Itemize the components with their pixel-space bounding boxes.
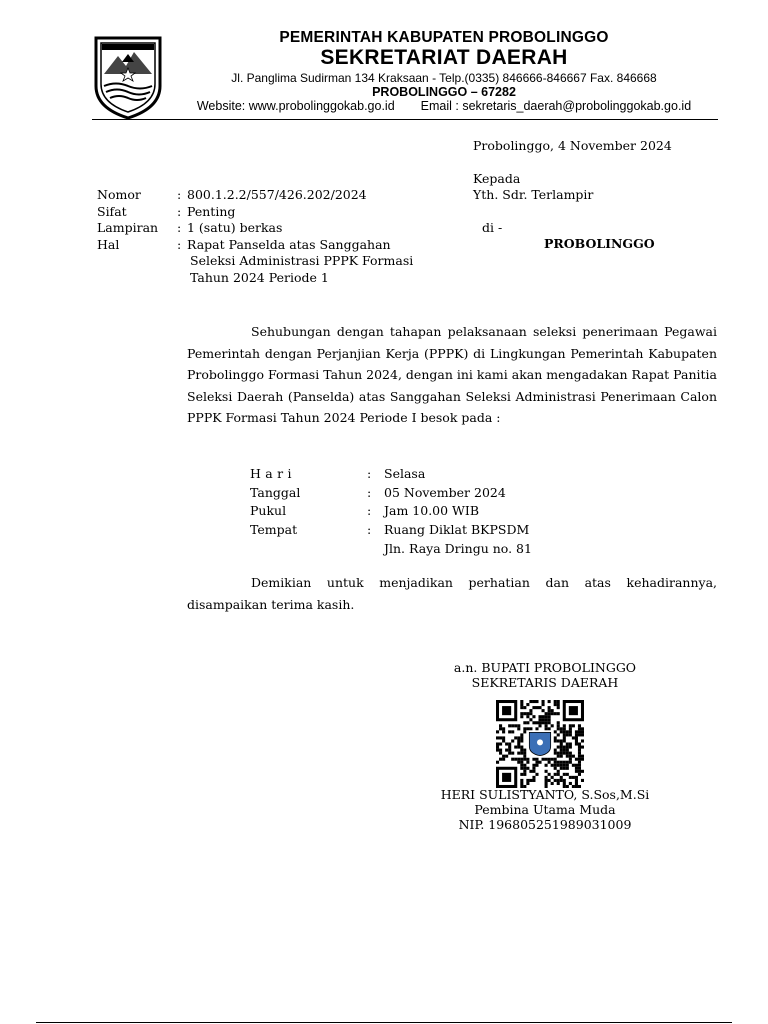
tempat-value-line1: Ruang Diklat BKPSDM [384, 522, 530, 537]
recipient-name: Yth. Sdr. Terlampir [473, 187, 594, 202]
closing-text: Demikian untuk menjadikan perhatian dan atas kehadirannya, disampaikan terima kasih. [187, 575, 717, 612]
letterhead-government: PEMERINTAH KABUPATEN PROBOLINGGO [279, 29, 609, 46]
letterhead-website: Website: www.probolinggokab.go.id [196, 99, 395, 113]
hal-colon: : [177, 237, 182, 252]
qr-code-signature [496, 700, 584, 788]
tempat-colon: : [367, 522, 372, 537]
pukul-label: Pukul [250, 503, 287, 518]
signature-on-behalf: a.n. BUPATI PROBOLINGGO [453, 660, 637, 675]
hal-label: Hal [97, 237, 120, 252]
pukul-colon: : [367, 503, 372, 518]
recipient-destination: PROBOLINGGO [544, 236, 655, 251]
sifat-colon: : [177, 204, 182, 219]
nomor-value: 800.1.2.2/557/426.202/2024 [187, 187, 367, 202]
qr-finder-pattern [496, 700, 517, 721]
letterhead-email: Email : sekretaris_daerah@probolinggokab.go.id [420, 99, 692, 113]
place-date: Probolinggo, 4 November 2024 [473, 138, 672, 153]
tempat-value-line2: Jln. Raya Dringu no. 81 [384, 541, 532, 556]
hal-value-line3: Tahun 2024 Periode 1 [190, 270, 329, 285]
qr-center-emblem-icon [526, 730, 553, 757]
sifat-value: Penting [187, 204, 236, 219]
qr-finder-pattern [563, 700, 584, 721]
lampiran-colon: : [177, 220, 182, 235]
hal-value-line2: Seleksi Administrasi PPPK Formasi [190, 253, 414, 268]
letterhead-contact [170, 99, 718, 113]
closing-paragraph [187, 572, 717, 615]
signatory-rank: Pembina Utama Muda [474, 802, 616, 817]
tanggal-label: Tanggal [250, 485, 301, 500]
body-paragraph-text: Sehubungan dengan tahapan pelaksanaan seleksi penerimaan Pegawai Pemerintah dengan Perjanjian Kerja (PPPK) di Lingkungan Pemerintah Kabupaten Probolinggo Formasi Tahun 2024, dengan ini kami akan mengadakan Rapat Panitia Seleksi Daerah (Panselda) atas Sanggahan Seleksi Administrasi Penerimaan Calon PPPK Formasi Tahun 2024 Periode I besok pada : [187, 324, 717, 426]
footer-divider [36, 1022, 732, 1023]
signatory-name: HERI SULISTYANTO, S.Sos,M.Si [440, 787, 650, 802]
signature-position: SEKRETARIS DAERAH [471, 675, 619, 690]
letterhead-divider [92, 119, 718, 120]
nomor-label: Nomor [97, 187, 141, 202]
body-paragraph [187, 321, 717, 429]
pukul-value: Jam 10.00 WIB [384, 503, 480, 518]
hari-value: Selasa [384, 466, 426, 481]
tempat-label: Tempat [250, 522, 298, 537]
hal-value-line1: Rapat Panselda atas Sanggahan [187, 237, 391, 252]
letterhead-city-postcode: PROBOLINGGO – 67282 [372, 85, 516, 99]
tanggal-value: 05 November 2024 [384, 485, 506, 500]
tanggal-colon: : [367, 485, 372, 500]
letterhead-office: SEKRETARIAT DAERAH [320, 46, 568, 69]
sifat-label: Sifat [97, 204, 127, 219]
lampiran-value: 1 (satu) berkas [187, 220, 283, 235]
signatory-nip: NIP. 196805251989031009 [458, 817, 632, 832]
lampiran-label: Lampiran [97, 220, 159, 235]
hari-label: Hari [250, 466, 296, 481]
qr-finder-pattern [496, 767, 517, 788]
nomor-colon: : [177, 187, 182, 202]
hari-colon: : [367, 466, 372, 481]
letterhead-address: Jl. Panglima Sudirman 134 Kraksaan - Telp.(0335) 846666-846667 Fax. 846668 [231, 71, 657, 85]
regency-emblem-logo [92, 34, 164, 120]
recipient-kepada: Kepada [473, 171, 521, 186]
recipient-di: di - [482, 220, 503, 235]
